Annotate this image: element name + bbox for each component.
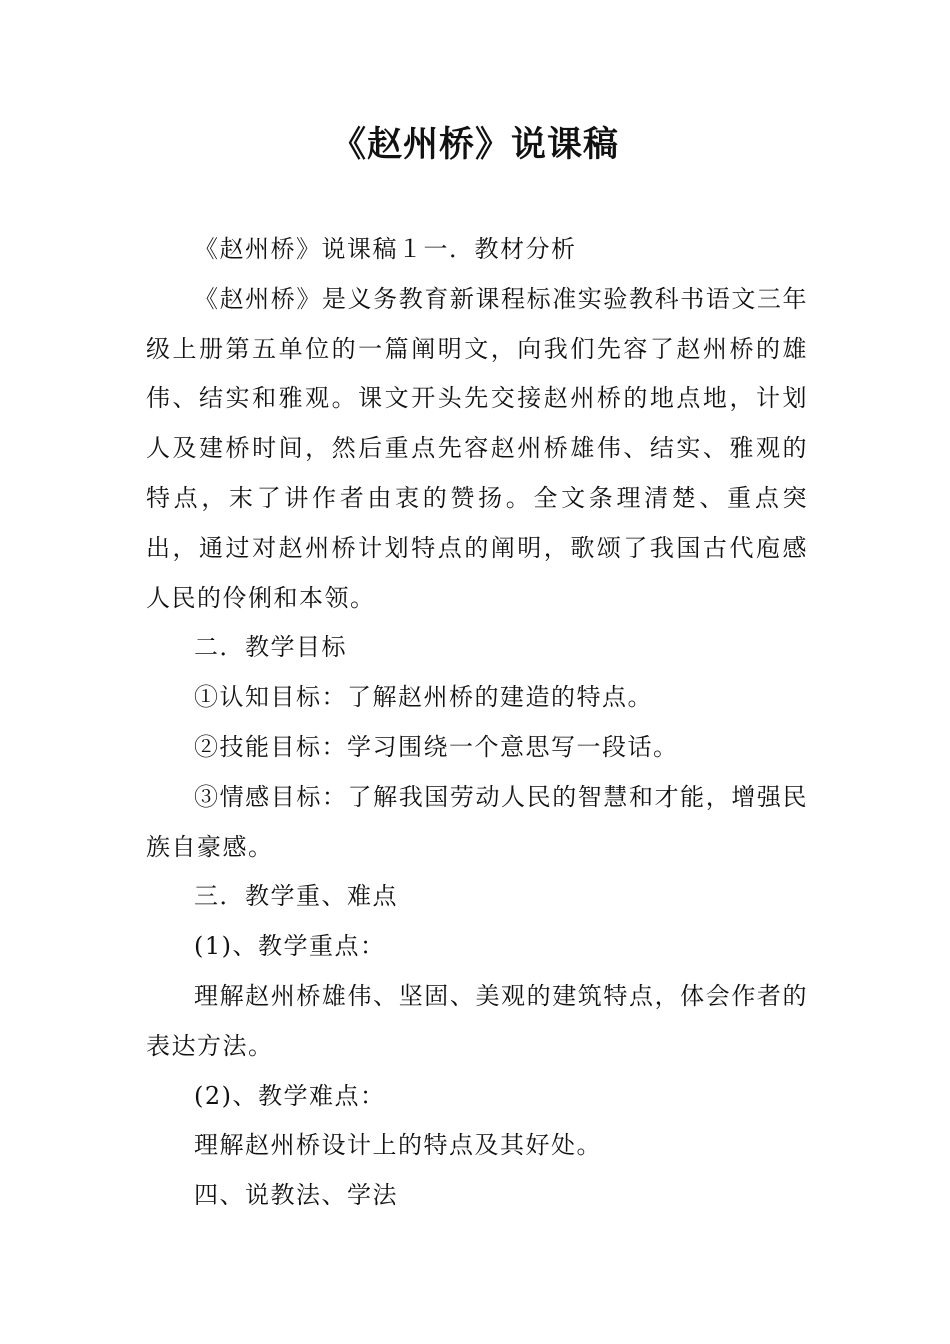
paragraph-skill-goal: ②技能目标：学习围绕一个意思写一段话。 — [194, 732, 679, 761]
paragraph-difficulty-text: 理解赵州桥设计上的特点及其好处。 — [194, 1131, 602, 1160]
document-body — [146, 225, 808, 1221]
document-title: 《赵州桥》说课稿 — [330, 125, 619, 165]
paragraph-section-3-heading: 三．教学重、难点 — [194, 882, 398, 911]
paragraph-material-analysis: 《赵州桥》是义务教育新课程标准实验教科书语文三年级上册第五单位的一篇阐明文，向我们先容了赵州桥的雄伟、结实和雅观。课文开头先交接赵州桥的地点地，计划人及建桥时间，然后重点先容赵州桥雄伟、结实、雅观的特点，末了讲作者由衷的赞扬。全文条理清楚、重点突出，通过对赵州桥计划特点的阐明，歌颂了我国古代庖感人民的伶俐和本领。 — [146, 284, 808, 612]
paragraph-cognitive-goal: ①认知目标：了解赵州桥的建造的特点。 — [194, 683, 653, 712]
paragraph-section-4-heading: 四、说教法、学法 — [194, 1181, 398, 1210]
paragraph-difficulty-label: (2)、教学难点： — [194, 1081, 386, 1110]
paragraph-section-1-heading: 《赵州桥》说课稿１一．教材分析 — [194, 235, 577, 263]
paragraph-emotional-goal: ③情感目标：了解我国劳动人民的智慧和才能，增强民族自豪感。 — [146, 782, 808, 861]
paragraph-key-point-label: (1)、教学重点： — [194, 932, 386, 961]
paragraph-section-2-heading: 二．教学目标 — [194, 633, 347, 662]
paragraph-key-point-text: 理解赵州桥雄伟、坚固、美观的建筑特点，体会作者的表达方法。 — [146, 981, 808, 1060]
